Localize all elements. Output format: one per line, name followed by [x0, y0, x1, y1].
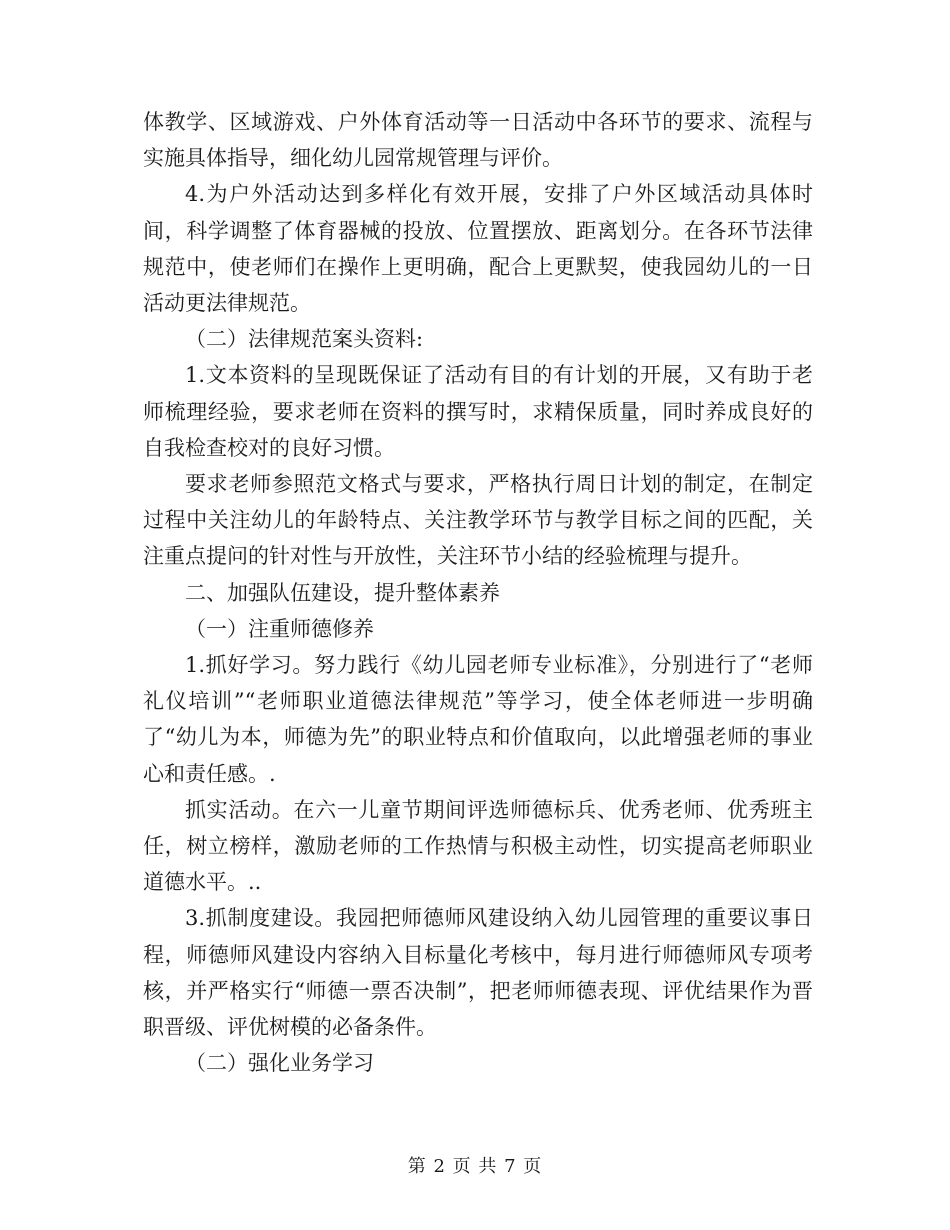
page-footer — [0, 1152, 950, 1178]
paragraph-system-building: 3.抓制度建设。我园把师德师风建设纳入幼儿园管理的重要议事日程，师德师风建设内容纳入目标量化考核中，每月进行师德师风专项考核，并严格实行“师德一票否决制”，把老师师德表现、评优结果作为晋职晋级、评优树模的必备条件。 — [143, 906, 813, 1040]
paragraph-study: 1.抓好学习。努力践行《幼儿园老师专业标准》，分别进行了“老师礼仪培训”“老师职业道德法律规范”等学习，使全体老师进一步明确了“幼儿为本，师德为先”的职业特点和价值取向，以此增强老师的事业心和责任感。. — [143, 653, 813, 786]
paragraph-item-4: 4.为户外活动达到多样化有效开展，安排了户外区域活动具体时间，科学调整了体育器械的投放、位置摆放、距离划分。在各环节法律规范中，使老师们在操作上更明确，配合上更默契，使我园幼儿的一日活动更法律规范。 — [143, 182, 813, 316]
section-heading-team-building: 二、加强队伍建设，提升整体素养 — [185, 580, 500, 605]
subheading-legal-desk-materials: （二）法律规范案头资料: — [185, 327, 424, 352]
page-number-label: 第 2 页 共 7 页 — [407, 1156, 543, 1177]
paragraph-text-materials: 1.文本资料的呈现既保证了活动有目的有计划的开展，又有助于老师梳理经验，要求老师在资料的撰写时，求精保质量，同时养成良好的自我检查校对的良好习惯。 — [143, 363, 813, 460]
paragraph-activities: 抓实活动。在六一儿童节期间评选师德标兵、优秀老师、优秀班主任，树立榜样，激励老师的工作热情与积极主动性，切实提高老师职业道德水平。.. — [143, 797, 813, 895]
paragraph-continuation: 体教学、区域游戏、户外体育活动等一日活动中各环节的要求、流程与实施具体指导，细化幼儿园常规管理与评价。 — [143, 110, 813, 171]
paragraph-weekly-plan: 要求老师参照范文格式与要求，严格执行周日计划的制定，在制定过程中关注幼儿的年龄特点、关注教学环节与教学目标之间的匹配，关注重点提问的针对性与开放性，关注环节小结的经验梳理与提升。 — [143, 472, 813, 569]
subheading-teacher-ethics: （一）注重师德修养 — [185, 616, 374, 641]
subheading-business-study: （二）强化业务学习 — [185, 1051, 374, 1076]
document-body — [143, 104, 813, 1081]
